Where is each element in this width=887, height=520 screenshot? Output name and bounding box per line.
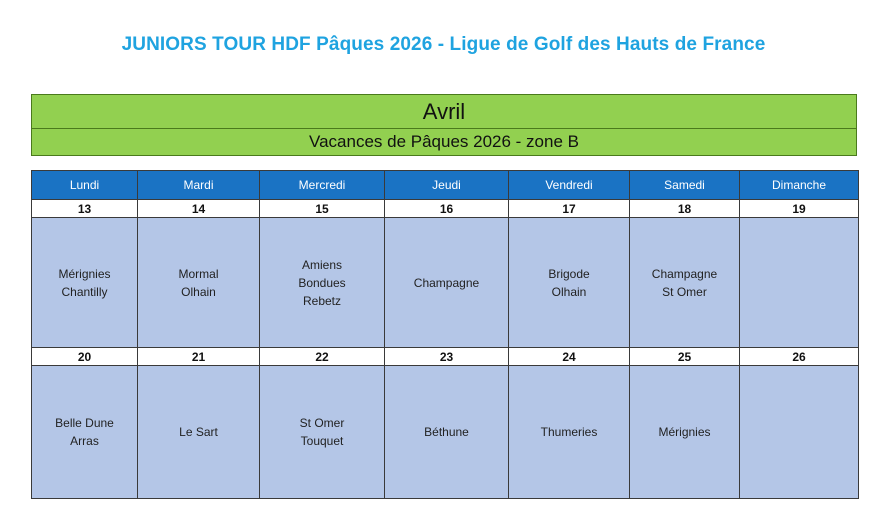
event-cell [385,218,509,348]
event-cell [32,218,138,348]
event-location: Mérignies [658,425,711,439]
date-cell: 15 [260,200,385,218]
event-location: Touquet [300,434,344,448]
date-cell: 25 [630,348,740,366]
holiday-banner: Vacances de Pâques 2026 - zone B [31,128,857,156]
event-cell [630,218,740,348]
calendar-table [31,170,859,499]
date-cell: 26 [740,348,859,366]
event-cell [509,366,630,499]
weekday-header: Mardi [138,171,260,200]
event-cell [509,218,630,348]
date-cell: 20 [32,348,138,366]
date-cell: 21 [138,348,260,366]
event-location: Olhain [181,284,216,299]
date-row [32,348,859,366]
weekday-header: Vendredi [509,171,630,200]
date-cell: 17 [509,200,630,218]
event-location: St Omer [662,284,707,299]
date-cell: 23 [385,348,509,366]
event-location: Champagne [651,266,718,281]
date-cell: 22 [260,348,385,366]
event-location: Béthune [424,425,469,439]
date-cell: 19 [740,200,859,218]
event-location: Rebetz [302,293,342,308]
date-cell: 16 [385,200,509,218]
event-location: Le Sart [179,425,218,439]
page-title: JUNIORS TOUR HDF Pâques 2026 - Ligue de Golf des Hauts de France [121,34,766,55]
event-row [32,218,859,348]
event-location: Mérignies [58,266,111,281]
date-cell: 18 [630,200,740,218]
event-location: Arras [70,434,99,448]
event-location: Chantilly [61,284,108,299]
event-cell [260,366,385,499]
date-cell: 13 [32,200,138,218]
event-location: Belle Dune [55,416,114,430]
event-cell [32,366,138,499]
event-location: Amiens [301,257,342,272]
date-cell: 24 [509,348,630,366]
event-location: Olhain [551,284,587,299]
weekday-header-row [32,171,859,200]
event-location: Brigode [548,266,590,281]
weekday-header: Samedi [630,171,740,200]
event-location: St Omer [299,416,345,430]
event-cell [630,366,740,499]
month-banner: Avril [31,94,857,129]
event-cell [740,366,859,499]
event-location: Bondues [298,275,346,290]
event-cell [260,218,385,348]
event-location: Thumeries [540,425,598,439]
event-location: Champagne [413,275,480,290]
weekday-header: Jeudi [385,171,509,200]
event-location: Mormal [178,266,219,281]
event-cell [385,366,509,499]
weekday-header: Lundi [32,171,138,200]
event-row [32,366,859,499]
weekday-header: Mercredi [260,171,385,200]
event-cell [740,218,859,348]
date-row [32,200,859,218]
event-cell [138,218,260,348]
event-cell [138,366,260,499]
weekday-header: Dimanche [740,171,859,200]
date-cell: 14 [138,200,260,218]
